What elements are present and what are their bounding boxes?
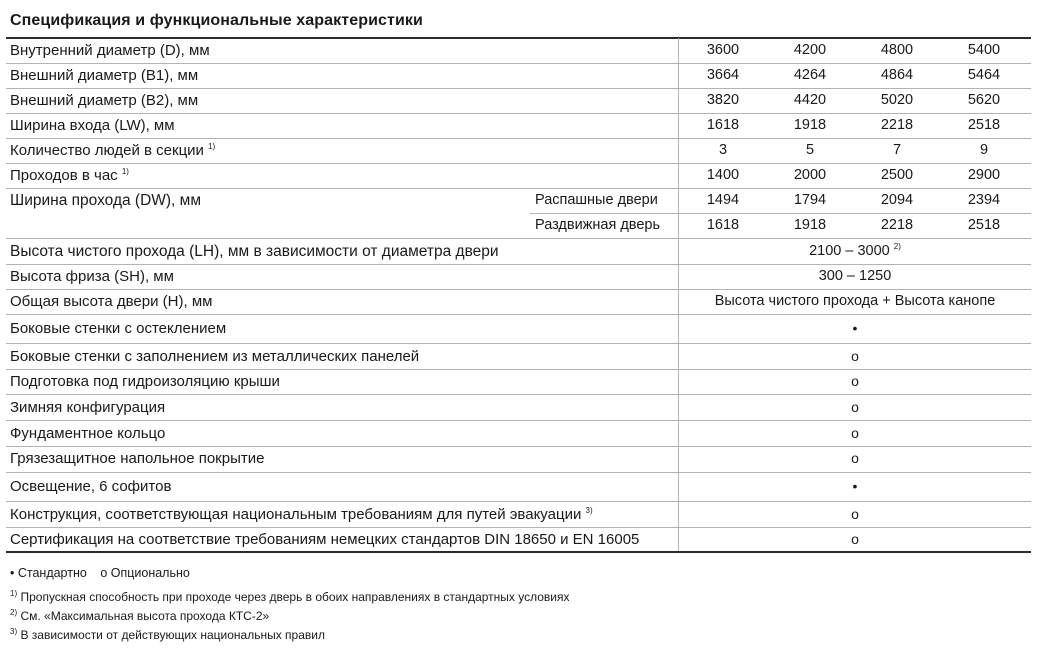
value-cell: 5400 [967, 42, 1001, 58]
value-cell: 3 [718, 142, 728, 158]
value-cell: 1918 [793, 117, 827, 133]
row-divider [6, 138, 1031, 139]
row-label: Внешний диаметр (B2), мм [10, 92, 199, 109]
legend-standard: • Стандартно [10, 566, 87, 580]
row-divider [6, 63, 1031, 64]
optional-mark: o [851, 450, 859, 466]
row-divider [6, 369, 1031, 370]
optional-mark: o [851, 506, 859, 522]
footnote-ref: 1) [121, 167, 129, 176]
value-cell: 1618 [706, 117, 740, 133]
value-cell: 5620 [967, 92, 1001, 108]
value-cell: 1618 [706, 217, 740, 233]
span-value-text: 2100 – 3000 [809, 243, 890, 259]
footnote [10, 628, 325, 642]
row-divider [6, 238, 1031, 239]
value-cell: 2900 [967, 167, 1001, 183]
value-cell: 4864 [880, 67, 914, 83]
optional-mark: o [851, 373, 859, 389]
value-cell: 2500 [880, 167, 914, 183]
row-label: Ширина входа (LW), мм [10, 117, 175, 134]
row-label: Высота чистого прохода (LH), мм в зависимости от диаметра двери [10, 243, 499, 260]
value-cell: 1794 [793, 192, 827, 208]
value-cell: 2394 [967, 192, 1001, 208]
value-cell: 7 [892, 142, 902, 158]
row-divider [6, 163, 1031, 164]
footnote-ref: 3) [585, 506, 593, 515]
row-divider [6, 501, 1031, 502]
value-cell: 2218 [880, 117, 914, 133]
standard-mark: • [852, 478, 858, 494]
value-cell: 2094 [880, 192, 914, 208]
value-cell: 4264 [793, 67, 827, 83]
row-divider [6, 394, 1031, 395]
row-label: Внешний диаметр (B1), мм [10, 67, 199, 84]
row-label [10, 506, 593, 523]
value-cell: 3664 [706, 67, 740, 83]
row-divider [530, 213, 1031, 214]
legend [10, 566, 200, 580]
row-divider [6, 113, 1031, 114]
row-divider [6, 188, 1031, 189]
optional-mark: o [851, 531, 859, 547]
row-label: Сертификация на соответствие требованиям немецких стандартов DIN 18650 и EN 16005 [10, 531, 640, 548]
footnote-mark: 3) [10, 627, 18, 636]
value-cell: 2000 [793, 167, 827, 183]
standard-mark: • [852, 320, 858, 336]
row-label-text: Конструкция, соответствующая национальным требованиям для путей эвакуации [10, 506, 582, 523]
row-label-text: Проходов в час [10, 167, 118, 184]
optional-mark: o [851, 425, 859, 441]
row-label [10, 167, 129, 184]
sub-row-label: Распашные двери [535, 192, 658, 208]
footnote [10, 609, 269, 623]
row-divider [6, 289, 1031, 290]
row-divider [6, 264, 1031, 265]
row-label: Ширина прохода (DW), мм [10, 192, 201, 209]
value-cell: 4800 [880, 42, 914, 58]
value-cell: 1400 [706, 167, 740, 183]
value-cell: 5464 [967, 67, 1001, 83]
footnote [10, 590, 570, 604]
value-cell: 3820 [706, 92, 740, 108]
footnote-text: Пропускная способность при проходе через дверь в обоих направлениях в стандартных условиях [20, 590, 570, 604]
footnote-text: В зависимости от действующих национальных правил [20, 628, 325, 642]
row-label [10, 142, 215, 159]
page-title: Спецификация и функциональные характеристики [10, 12, 423, 29]
row-label: Грязезащитное напольное покрытие [10, 450, 265, 467]
span-value: 300 – 1250 [818, 268, 892, 284]
row-divider [6, 472, 1031, 473]
row-label: Внутренний диаметр (D), мм [10, 42, 210, 59]
value-cell: 3600 [706, 42, 740, 58]
legend-optional: o Опционально [100, 566, 190, 580]
row-label-text: Количество людей в секции [10, 142, 204, 159]
value-cell: 9 [979, 142, 989, 158]
value-cell: 2518 [967, 117, 1001, 133]
column-divider [678, 38, 679, 552]
row-label: Общая высота двери (H), мм [10, 293, 213, 310]
footnote-mark: 1) [10, 589, 18, 598]
row-label: Зимняя конфигурация [10, 399, 166, 416]
row-divider [6, 314, 1031, 315]
value-cell: 2218 [880, 217, 914, 233]
row-label: Подготовка под гидроизоляцию крыши [10, 373, 280, 390]
value-cell: 4200 [793, 42, 827, 58]
footnote-text: См. «Максимальная высота прохода КТС-2» [20, 609, 270, 623]
row-divider [6, 446, 1031, 447]
value-cell: 2518 [967, 217, 1001, 233]
row-label: Освещение, 6 софитов [10, 478, 172, 495]
optional-mark: o [851, 399, 859, 415]
row-label: Боковые стенки с остеклением [10, 320, 227, 337]
row-divider [6, 527, 1031, 528]
value-cell: 1494 [706, 192, 740, 208]
value-cell: 1918 [793, 217, 827, 233]
row-divider [6, 88, 1031, 89]
footnote-mark: 2) [10, 608, 18, 617]
row-label: Фундаментное кольцо [10, 425, 166, 442]
row-divider [6, 343, 1031, 344]
table-bottom-rule [6, 551, 1031, 553]
sub-row-label: Раздвижная дверь [535, 217, 661, 233]
row-divider [6, 420, 1031, 421]
value-cell: 5020 [880, 92, 914, 108]
footnote-ref: 1) [208, 142, 216, 151]
value-cell: 5 [805, 142, 815, 158]
title-rule [6, 37, 1031, 39]
row-label: Высота фриза (SH), мм [10, 268, 174, 285]
span-value: Высота чистого прохода + Высота канопе [714, 293, 996, 309]
row-label: Боковые стенки с заполнением из металлических панелей [10, 348, 420, 365]
footnote-ref: 2) [893, 242, 901, 252]
value-cell: 4420 [793, 92, 827, 108]
span-value [680, 243, 1030, 259]
optional-mark: o [851, 348, 859, 364]
